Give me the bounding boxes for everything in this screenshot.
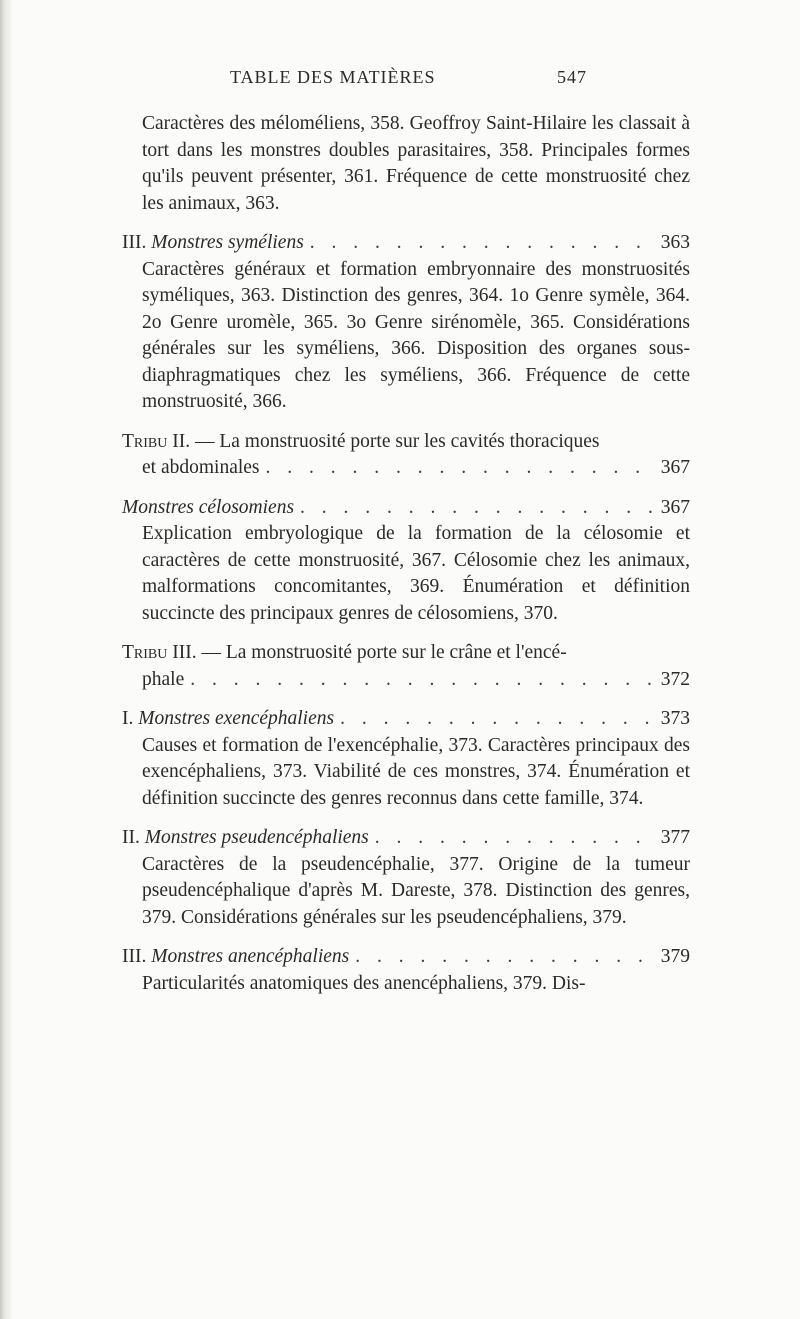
section-number: III. — [122, 946, 147, 967]
toc-entry-anencephaliens — [122, 944, 690, 997]
toc-heading-anencephaliens — [122, 944, 690, 971]
tribu-text: III. — La monstruosité porte sur le crâne et l'encé- — [172, 642, 567, 663]
tribu-text-cont: phale — [142, 668, 185, 690]
toc-entry-celosomiens — [122, 495, 690, 628]
dot-leader — [355, 944, 654, 971]
tribu-text-cont: et abdominales — [142, 457, 260, 478]
header-title: TABLE DES MATIÈRES — [230, 67, 436, 87]
page-ref: 363 — [660, 232, 690, 253]
page-ref: 367 — [660, 496, 690, 518]
tribu-text: II. — La monstruosité porte sur les cavités thoraciques — [172, 430, 600, 452]
dot-leader — [340, 706, 655, 733]
tribu-label: Tribu — [122, 642, 168, 663]
toc-entry-pseudencephaliens — [122, 825, 690, 931]
dot-leader — [310, 230, 655, 257]
section-number: II. — [122, 827, 140, 848]
page-ref: 373 — [660, 708, 690, 729]
section-description: Causes et formation de l'exencéphalie, 373. Caractères principaux des exencéphaliens, 373. Viabilité de ces monstres, 374. Énumération et définition succincte des genres reconnus dans cette famille, 374. — [142, 734, 690, 809]
toc-heading-celosomiens — [122, 495, 690, 522]
page-ref: 377 — [660, 827, 690, 848]
toc-entry-exencephaliens — [122, 706, 690, 812]
section-title: Monstres exencéphaliens — [138, 708, 335, 729]
dot-leader — [190, 667, 655, 694]
dot-leader — [375, 825, 655, 852]
toc-entry-tribu-2 — [122, 429, 690, 482]
toc-heading-exencephaliens — [122, 706, 690, 733]
section-title: Monstres pseudencéphaliens — [144, 827, 369, 848]
page-ref: 372 — [660, 668, 690, 690]
section-description: Caractères de la pseudencéphalie, 377. Origine de la tumeur pseudencéphalique d'après M. Dareste, 378. Distinction des genres, 379. Considérations générales sur les pseudencéphaliens, 379. — [142, 853, 690, 928]
toc-heading-symeliens — [122, 230, 690, 257]
page-spine-shadow — [0, 0, 12, 1319]
section-description: Explication embryologique de la formation de la célosomie et caractères de cette monstruosité, 367. Célosomie chez les animaux, malformations concomitantes, 369. Énumération et définition succincte des principaux genres de célosomiens, 370. — [142, 523, 690, 624]
page-number: 547 — [557, 67, 587, 87]
section-title: Monstres syméliens — [151, 232, 304, 253]
section-title: Monstres anencéphaliens — [151, 946, 350, 967]
table-of-contents — [122, 111, 690, 1010]
dot-leader — [266, 455, 655, 482]
toc-entry-tribu-3 — [122, 640, 690, 693]
toc-entry-symeliens — [122, 230, 690, 416]
tribu-label: Tribu — [122, 430, 168, 452]
page-ref: 367 — [660, 457, 690, 478]
dot-leader — [300, 495, 655, 522]
section-description: Particularités anatomiques des anencéphaliens, 379. Dis- — [142, 972, 586, 994]
section-title: Monstres célosomiens — [122, 496, 295, 518]
section-number: I. — [122, 708, 134, 729]
section-number: III. — [122, 232, 147, 253]
page-ref: 379 — [660, 946, 690, 967]
melomeliens-description: Caractères des méloméliens, 358. Geoffroy Saint-Hilaire les classait à tort dans les monstres doubles parasitaires, 358. Principales formes qu'ils peuvent présenter, 361. Fréquence de cette monstruosité chez les animaux, 363. — [142, 113, 690, 214]
section-description: Caractères généraux et formation embryonnaire des monstruosités syméliques, 363. Distinction des genres, 364. 1o Genre symèle, 364. 2o Genre uromèle, 365. 3o Genre sirénomèle, 365. Considérations générales sur les syméliens, 366. Disposition des organes sous-diaphragmatiques chez les syméliens, 366. Fréquence de cette monstruosité, 366. — [142, 258, 690, 412]
toc-heading-pseudencephaliens — [122, 825, 690, 852]
